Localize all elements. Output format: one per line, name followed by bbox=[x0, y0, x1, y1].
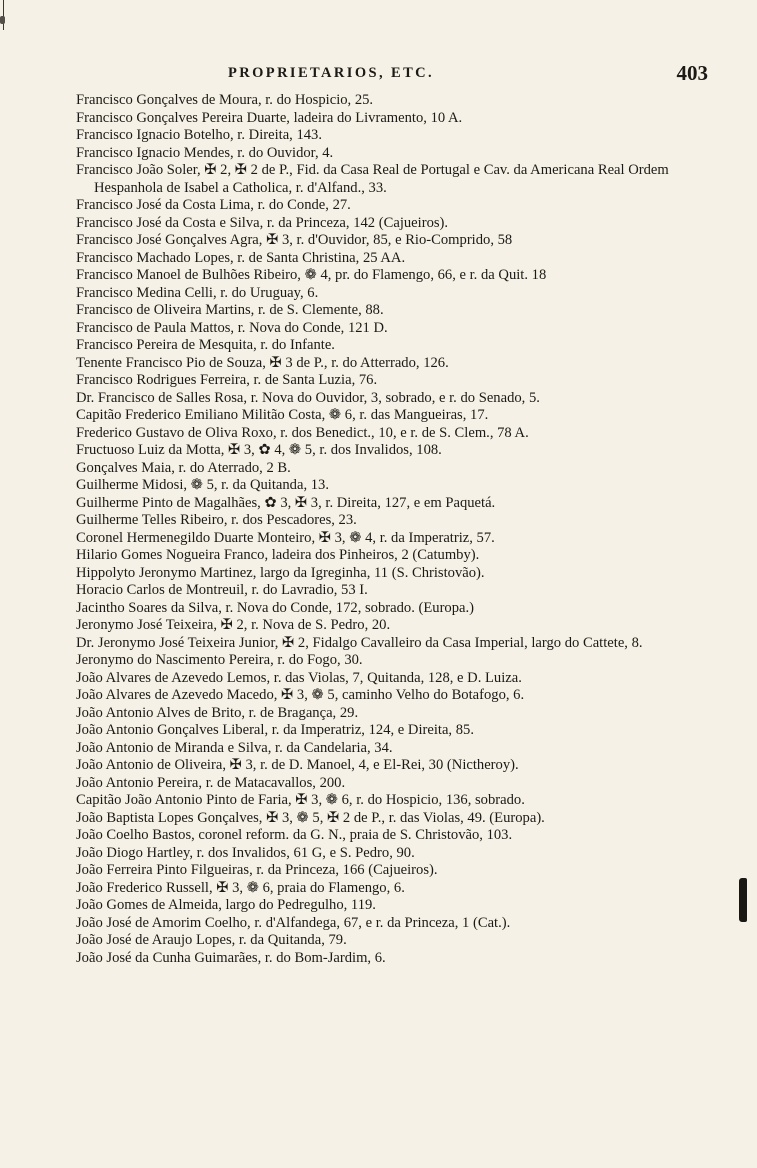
binding-margin-dot bbox=[0, 16, 5, 24]
list-item: João José da Cunha Guimarães, r. do Bom-Jardim, 6. bbox=[76, 949, 386, 966]
page-title: PROPRIETARIOS, ETC. bbox=[228, 65, 435, 81]
list-item: João Gomes de Almeida, largo do Pedregulho, 119. bbox=[76, 897, 376, 913]
list-item: Coronel Hermenegildo Duarte Monteiro, ✠ 3, ❁ 4, r. da Imperatriz, 57. bbox=[76, 529, 495, 546]
list-item: Capitão João Antonio Pinto de Faria, ✠ 3, ❁ 6, r. do Hospicio, 136, sobrado. bbox=[76, 792, 525, 808]
list-item: Francisco de Oliveira Martins, r. de S. Clemente, 88. bbox=[76, 302, 384, 318]
list-item: João Baptista Lopes Gonçalves, ✠ 3, ❁ 5, ✠ 2 de P., r. das Violas, 49. (Europa). bbox=[76, 809, 545, 826]
proprietor-list bbox=[76, 92, 708, 967]
list-item: Francisco João Soler, ✠ 2, ✠ 2 de P., Fid. da Casa Real de Portugal e Cav. da Americana Real Ordem Hespanhola de Isabel a Catholica, r. d'Alfand., 33. bbox=[76, 162, 669, 196]
list-item: Francisco Medina Celli, r. do Uruguay, 6. bbox=[76, 284, 319, 301]
list-item: Francisco Pereira de Mesquita, r. do Infante. bbox=[76, 337, 335, 353]
list-item: Capitão Frederico Emiliano Militão Costa, ❁ 6, r. das Mangueiras, 17. bbox=[76, 407, 489, 423]
list-item: Francisco Manoel de Bulhões Ribeiro, ❁ 4, pr. do Flamengo, 66, e r. da Quit. 18 bbox=[76, 267, 547, 283]
list-item: Guilherme Telles Ribeiro, r. dos Pescadores, 23. bbox=[76, 512, 357, 528]
list-item: João Frederico Russell, ✠ 3, ❁ 6, praia do Flamengo, 6. bbox=[76, 879, 405, 896]
ink-blot-mark bbox=[739, 878, 747, 922]
list-item: Dr. Francisco de Salles Rosa, r. Nova do Ouvidor, 3, sobrado, e r. do Senado, 5. bbox=[76, 389, 540, 406]
list-item: João Alvares de Azevedo Macedo, ✠ 3, ❁ 5, caminho Velho do Botafogo, 6. bbox=[76, 687, 525, 703]
list-item: Francisco de Paula Mattos, r. Nova do Conde, 121 D. bbox=[76, 319, 388, 336]
binding-margin-mark bbox=[2, 0, 6, 30]
list-item: João Antonio de Miranda e Silva, r. da Candelaria, 34. bbox=[76, 739, 393, 756]
list-item: Gonçalves Maia, r. do Aterrado, 2 B. bbox=[76, 459, 291, 476]
list-item: Francisco Ignacio Botelho, r. Direita, 143. bbox=[76, 127, 323, 143]
list-item: Guilherme Midosi, ❁ 5, r. da Quitanda, 13. bbox=[76, 477, 329, 493]
list-item: João Antonio Alves de Brito, r. de Bragança, 29. bbox=[76, 704, 359, 721]
list-item: Francisco José da Costa e Silva, r. da Princeza, 142 (Cajueiros). bbox=[76, 214, 449, 231]
list-item: João Antonio Gonçalves Liberal, r. da Imperatriz, 124, e Direita, 85. bbox=[76, 722, 474, 738]
list-item: Guilherme Pinto de Magalhães, ✿ 3, ✠ 3, r. Direita, 127, e em Paquetá. bbox=[76, 494, 496, 511]
list-item: João Antonio de Oliveira, ✠ 3, r. de D. Manoel, 4, e El-Rei, 30 (Nictheroy). bbox=[76, 757, 519, 773]
list-item: Dr. Jeronymo José Teixeira Junior, ✠ 2, Fidalgo Cavalleiro da Casa Imperial, largo do Cattete, 8. bbox=[76, 634, 643, 651]
list-item: João Alvares de Azevedo Lemos, r. das Violas, 7, Quitanda, 128, e D. Luiza. bbox=[76, 669, 522, 686]
list-item: Hilario Gomes Nogueira Franco, ladeira dos Pinheiros, 2 (Catumby). bbox=[76, 547, 480, 563]
list-item: Fructuoso Luiz da Motta, ✠ 3, ✿ 4, ❁ 5, r. dos Invalidos, 108. bbox=[76, 442, 442, 458]
list-item: Francisco Gonçalves de Moura, r. do Hospicio, 25. bbox=[76, 92, 374, 108]
list-item: Tenente Francisco Pio de Souza, ✠ 3 de P., r. do Atterrado, 126. bbox=[76, 354, 449, 371]
list-item: Francisco José da Costa Lima, r. do Conde, 27. bbox=[76, 197, 351, 213]
list-item: João Diogo Hartley, r. dos Invalidos, 61 G, e S. Pedro, 90. bbox=[76, 844, 415, 861]
list-item: Jeronymo do Nascimento Pereira, r. do Fogo, 30. bbox=[76, 652, 363, 668]
list-item: Francisco Machado Lopes, r. de Santa Christina, 25 AA. bbox=[76, 249, 406, 266]
page-number: 403 bbox=[676, 61, 708, 85]
list-item: Jeronymo José Teixeira, ✠ 2, r. Nova de S. Pedro, 20. bbox=[76, 617, 391, 633]
list-item: Frederico Gustavo de Oliva Roxo, r. dos Benedict., 10, e r. de S. Clem., 78 A. bbox=[76, 424, 529, 441]
list-item: João Antonio Pereira, r. de Matacavallos, 200. bbox=[76, 774, 346, 791]
list-item: Francisco Ignacio Mendes, r. do Ouvidor, 4. bbox=[76, 144, 334, 161]
list-item: João José de Araujo Lopes, r. da Quitanda, 79. bbox=[76, 932, 347, 948]
list-item: Horacio Carlos de Montreuil, r. do Lavradio, 53 I. bbox=[76, 582, 368, 598]
list-item: Jacintho Soares da Silva, r. Nova do Conde, 172, sobrado. (Europa.) bbox=[76, 599, 475, 616]
list-item: João José de Amorim Coelho, r. d'Alfandega, 67, e r. da Princeza, 1 (Cat.). bbox=[76, 914, 511, 931]
list-item: João Ferreira Pinto Filgueiras, r. da Princeza, 166 (Cajueiros). bbox=[76, 862, 438, 878]
running-header bbox=[78, 63, 708, 89]
list-item: Francisco Gonçalves Pereira Duarte, ladeira do Livramento, 10 A. bbox=[76, 109, 463, 126]
list-item: Francisco José Gonçalves Agra, ✠ 3, r. d'Ouvidor, 85, e Rio-Comprido, 58 bbox=[76, 232, 513, 248]
list-item: Hippolyto Jeronymo Martinez, largo da Igreginha, 11 (S. Christovão). bbox=[76, 564, 485, 581]
list-item: João Coelho Bastos, coronel reform. da G. N., praia de S. Christovão, 103. bbox=[76, 827, 513, 843]
list-item: Francisco Rodrigues Ferreira, r. de Santa Luzia, 76. bbox=[76, 372, 378, 388]
